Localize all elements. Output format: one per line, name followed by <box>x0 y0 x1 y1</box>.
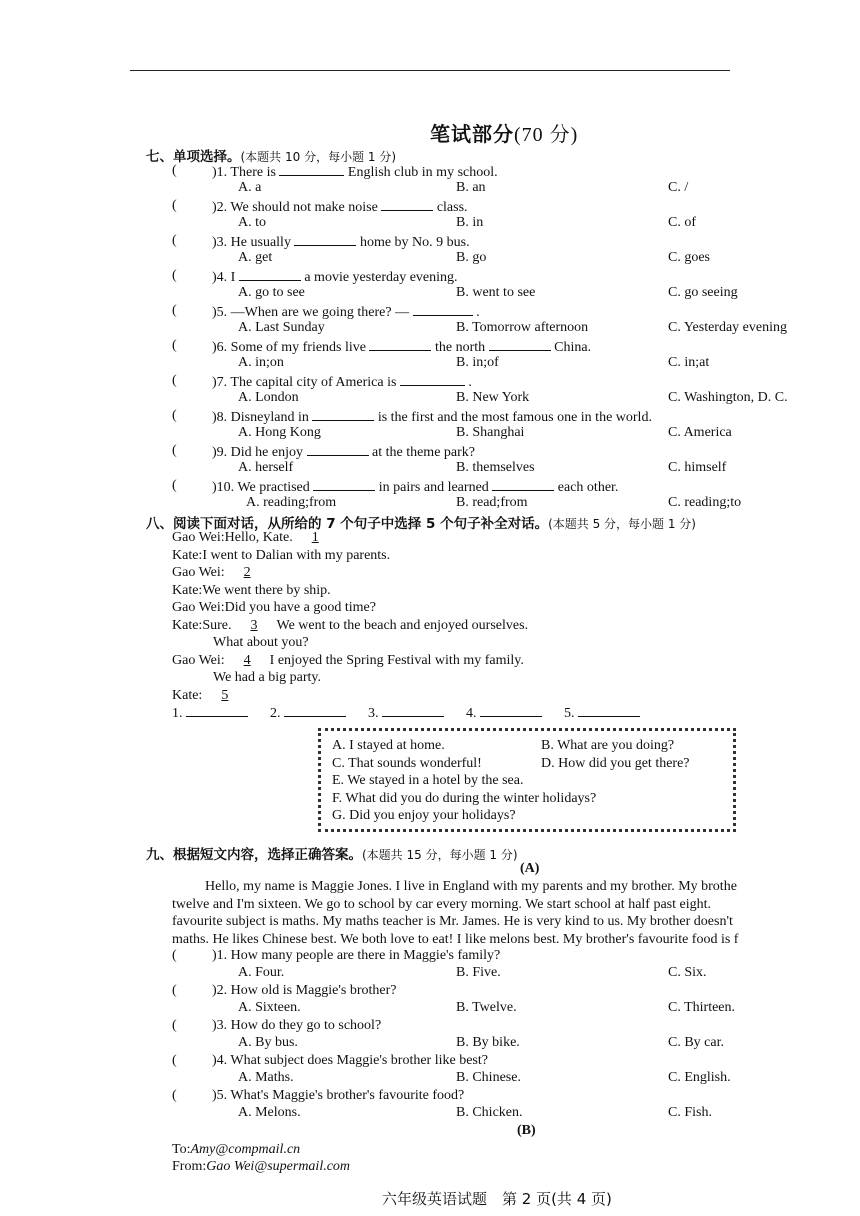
dialogue-speaker: Kate: <box>172 687 203 703</box>
section8-heading <box>146 512 696 532</box>
question-line <box>212 268 458 286</box>
answer-blank <box>413 303 473 316</box>
dialogue-speaker: Kate: <box>172 617 203 633</box>
section9-heading-text: 九、根据短文内容，选择正确答案。 <box>146 847 362 863</box>
question-number: )6. <box>212 340 228 355</box>
option-c: C. By car. <box>668 1035 724 1050</box>
dialogue-text: We went there by ship. <box>202 582 331 598</box>
option-b: B. By bike. <box>456 1035 520 1050</box>
title-score: (70 分) <box>514 124 579 146</box>
dialogue-text: Sure. <box>202 617 232 633</box>
question-number: )10. <box>212 480 235 495</box>
option-a: A. London <box>238 390 299 405</box>
email-from-address: Gao Wei@supermail.com <box>206 1159 351 1174</box>
option-c: C. Six. <box>668 965 707 980</box>
question-text-mid: in pairs and learned <box>378 480 489 495</box>
answer-label: 4. <box>466 706 477 721</box>
option-a: A. herself <box>238 460 294 475</box>
question-text: How many people are there in Maggie's family? <box>230 948 501 963</box>
option-b: B. read;from <box>456 495 528 510</box>
option-c: C. Thirteen. <box>668 1000 736 1015</box>
email-to-label: To: <box>172 1142 191 1157</box>
page-footer: 六年级英语试题 第 2 页(共 4 页) <box>382 1190 612 1208</box>
answer-label: 5. <box>564 706 575 721</box>
option-b: B. Tomorrow afternoon <box>456 320 589 335</box>
dialogue-option: D. How did you get there? <box>541 756 690 771</box>
dialogue-speaker: Kate: <box>172 582 203 598</box>
question-text-end: . <box>476 305 480 320</box>
question-paren: ( <box>172 303 177 318</box>
option-c: C. reading;to <box>668 495 742 510</box>
question-line <box>212 373 472 391</box>
answer-blank <box>312 408 374 421</box>
passage-line: Hello, my name is Maggie Jones. I live in England with my parents and my brother. My brothe <box>205 879 737 894</box>
dialogue-text: I went to Dalian with my parents. <box>202 547 391 563</box>
option-a: A. get <box>238 250 273 265</box>
question-number: )5. <box>212 1088 228 1103</box>
option-c: C. / <box>668 180 689 195</box>
answer-blank <box>294 233 356 246</box>
answer-blank <box>382 704 444 717</box>
option-a: A. Hong Kong <box>238 425 321 440</box>
question-paren: ( <box>172 1018 177 1033</box>
question-line <box>212 408 652 426</box>
answer-blank <box>186 704 248 717</box>
dialogue-line <box>172 565 270 581</box>
question-text: Some of my friends live <box>230 340 366 355</box>
dialogue-speaker: Gao Wei: <box>172 565 225 580</box>
option-c: C. himself <box>668 460 727 475</box>
option-c: C. America <box>668 425 732 440</box>
question-line <box>212 338 591 356</box>
question-number: )2. <box>212 200 228 215</box>
option-b: B. New York <box>456 390 530 405</box>
part-b-label: (B) <box>517 1123 536 1138</box>
question-paren: ( <box>172 1088 177 1103</box>
page-title <box>430 118 578 147</box>
section7-heading <box>146 145 396 165</box>
option-a: A. go to see <box>238 285 305 300</box>
question-number: )3. <box>212 1018 228 1033</box>
question-text-end: English club in my school. <box>347 165 498 180</box>
option-c: C. Yesterday evening <box>668 320 787 335</box>
answer-slot <box>172 704 248 722</box>
option-b: B. Five. <box>456 965 501 980</box>
option-a: A. Maths. <box>238 1070 294 1085</box>
option-b: B. Shanghai <box>456 425 525 440</box>
option-b: B. Twelve. <box>456 1000 517 1015</box>
dialogue-option: A. I stayed at home. <box>332 738 445 753</box>
answer-label: 2. <box>270 706 281 721</box>
option-b: B. in <box>456 215 484 230</box>
question-line <box>212 233 470 251</box>
option-b: B. Chinese. <box>456 1070 521 1085</box>
question-paren: ( <box>172 983 177 998</box>
dialogue-blank-number: 4 <box>243 652 251 668</box>
option-b: B. went to see <box>456 285 536 300</box>
question-line <box>212 1018 381 1034</box>
email-from-line <box>172 1158 350 1175</box>
question-text: I <box>230 270 236 285</box>
dialogue-blank-number: 1 <box>311 530 319 545</box>
question-number: )1. <box>212 165 228 180</box>
answer-blank <box>381 198 433 211</box>
question-number: )8. <box>212 410 228 425</box>
dialogue-blank-number: 2 <box>243 565 251 580</box>
answer-label: 3. <box>368 706 379 721</box>
dialogue-line <box>172 618 528 634</box>
dialogue-option: C. That sounds wonderful! <box>332 756 482 771</box>
option-b: B. themselves <box>456 460 535 475</box>
option-b: B. Chicken. <box>456 1105 523 1120</box>
option-a: A. Last Sunday <box>238 320 325 335</box>
question-text: What subject does Maggie's brother like best? <box>230 1053 488 1068</box>
question-paren: ( <box>172 198 177 213</box>
question-text: Disneyland in <box>230 410 309 425</box>
dialogue-blank-number: 5 <box>221 687 229 703</box>
dialogue-text: Did you have a good time? <box>224 600 376 615</box>
question-paren: ( <box>172 443 177 458</box>
option-c: C. in;at <box>668 355 710 370</box>
question-line <box>212 948 500 964</box>
question-text: We should not make noise <box>230 200 378 215</box>
dialogue-line <box>172 653 524 669</box>
section7-heading-text: 七、单项选择。 <box>146 149 241 165</box>
question-line <box>212 303 480 321</box>
answer-slot <box>270 704 346 722</box>
part-a-label: (A) <box>520 861 540 876</box>
question-number: )4. <box>212 1053 228 1068</box>
section7-note: (本题共 10 分，每小题 1 分) <box>240 150 397 164</box>
section9-note: (本题共 15 分，每小题 1 分) <box>362 848 518 862</box>
dialogue-line <box>172 530 338 546</box>
question-text-end: each other. <box>557 480 619 495</box>
question-number: )4. <box>212 270 228 285</box>
passage-line: twelve and I'm sixteen. We go to school by car every morning. We start school at half past eight. <box>172 896 711 912</box>
passage-line: maths. He likes Chinese best. We both love to eat! I like melons best. My brother's favourite food is f <box>172 931 739 947</box>
question-line <box>212 1053 488 1069</box>
top-rule <box>130 70 730 71</box>
answer-blank <box>480 704 542 717</box>
dialogue-speaker: Gao Wei: <box>172 652 225 668</box>
question-paren: ( <box>172 478 177 493</box>
question-text-end: a movie yesterday evening. <box>304 270 458 285</box>
answer-blank <box>492 478 554 491</box>
dialogue-speaker: Kate: <box>172 547 203 563</box>
question-text-end: at the theme park? <box>372 445 476 460</box>
question-text: How old is Maggie's brother? <box>230 983 397 998</box>
question-text: How do they go to school? <box>230 1018 382 1033</box>
option-c: C. goes <box>668 250 710 265</box>
question-text-end: China. <box>554 340 592 355</box>
option-a: A. in;on <box>238 355 284 370</box>
answer-slot <box>564 704 640 722</box>
question-text: What's Maggie's brother's favourite food? <box>230 1088 465 1103</box>
title-main: 笔试部分 <box>430 122 514 146</box>
question-number: )9. <box>212 445 228 460</box>
dialogue-text-after: I enjoyed the Spring Festival with my family. <box>269 652 524 668</box>
email-from-label: From: <box>172 1159 207 1174</box>
dialogue-line <box>172 583 331 599</box>
dialogue-line <box>172 600 376 616</box>
option-a: A. Melons. <box>238 1105 301 1120</box>
dialogue-text: We had a big party. <box>213 670 321 685</box>
dialogue-line <box>213 635 309 651</box>
dialogue-blank-number: 3 <box>250 617 258 633</box>
question-line <box>212 983 397 999</box>
dialogue-option: E. We stayed in a hotel by the sea. <box>332 773 524 788</box>
answer-blank <box>369 338 431 351</box>
question-text-end: . <box>468 375 472 390</box>
question-line <box>212 1088 464 1104</box>
dialogue-speaker: Gao Wei: <box>172 600 225 615</box>
dialogue-option: F. What did you do during the winter holidays? <box>332 791 597 806</box>
question-text-end: home by No. 9 bus. <box>359 235 470 250</box>
dialogue-text-after: We went to the beach and enjoyed ourselves. <box>276 617 529 633</box>
answer-blank <box>239 268 301 281</box>
dialogue-text: What about you? <box>213 635 309 650</box>
answer-blank <box>307 443 369 456</box>
question-text: There is <box>230 165 276 180</box>
answer-blank <box>279 163 344 176</box>
answer-blank <box>284 704 346 717</box>
answer-slot <box>466 704 542 722</box>
email-to-line <box>172 1141 300 1158</box>
question-number: )7. <box>212 375 228 390</box>
email-to-address: Amy@compmail.cn <box>190 1142 301 1157</box>
option-a: A. Sixteen. <box>238 1000 301 1015</box>
option-c: C. Washington, D. C. <box>668 390 788 405</box>
question-number: )2. <box>212 983 228 998</box>
question-line <box>212 198 468 216</box>
question-text-end: is the first and the most famous one in the world. <box>377 410 652 425</box>
answer-blank <box>489 338 551 351</box>
option-c: C. English. <box>668 1070 731 1085</box>
answer-blank <box>313 478 375 491</box>
passage-line: favourite subject is maths. My maths teacher is Mr. James. He is very kind to us. My brother doesn't <box>172 914 733 929</box>
section8-heading-text: 八、阅读下面对话，从所给的 7 个句子中选择 5 个句子补全对话。 <box>146 516 549 532</box>
answer-blank <box>578 704 640 717</box>
question-text-end: class. <box>436 200 468 215</box>
question-text: Did he enjoy <box>230 445 303 460</box>
option-b: B. go <box>456 250 487 265</box>
question-paren: ( <box>172 338 177 353</box>
option-c: C. of <box>668 215 696 230</box>
dialogue-option: G. Did you enjoy your holidays? <box>332 808 516 823</box>
question-number: )3. <box>212 235 228 250</box>
question-paren: ( <box>172 948 177 963</box>
option-a: A. to <box>238 215 266 230</box>
question-line <box>212 163 498 181</box>
question-number: )5. <box>212 305 228 320</box>
question-paren: ( <box>172 408 177 423</box>
question-line <box>212 443 475 461</box>
answer-slot <box>368 704 444 722</box>
question-line <box>212 478 618 496</box>
dialogue-line <box>172 688 247 704</box>
question-text: The capital city of America is <box>230 375 397 390</box>
option-b: B. an <box>456 180 486 195</box>
question-text: He usually <box>230 235 291 250</box>
question-paren: ( <box>172 1053 177 1068</box>
section8-note: (本题共 5 分，每小题 1 分) <box>548 517 696 531</box>
option-b: B. in;of <box>456 355 499 370</box>
option-a: A. By bus. <box>238 1035 298 1050</box>
option-c: C. Fish. <box>668 1105 712 1120</box>
answer-label: 1. <box>172 706 183 721</box>
question-paren: ( <box>172 163 177 178</box>
question-text: —When are we going there? — <box>230 305 410 320</box>
dialogue-line <box>172 548 390 564</box>
section9-heading <box>146 843 518 863</box>
question-text: We practised <box>237 480 310 495</box>
question-number: )1. <box>212 948 228 963</box>
dialogue-speaker: Gao Wei: <box>172 530 225 545</box>
answer-blank <box>400 373 465 386</box>
option-c: C. go seeing <box>668 285 738 300</box>
option-a: A. Four. <box>238 965 285 980</box>
question-paren: ( <box>172 373 177 388</box>
option-a: A. reading;from <box>246 495 337 510</box>
option-a: A. a <box>238 180 262 195</box>
dialogue-option: B. What are you doing? <box>541 738 675 753</box>
question-paren: ( <box>172 233 177 248</box>
dialogue-text: Hello, Kate. <box>224 530 293 545</box>
question-paren: ( <box>172 268 177 283</box>
dialogue-line <box>213 670 321 686</box>
question-text-mid: the north <box>434 340 486 355</box>
